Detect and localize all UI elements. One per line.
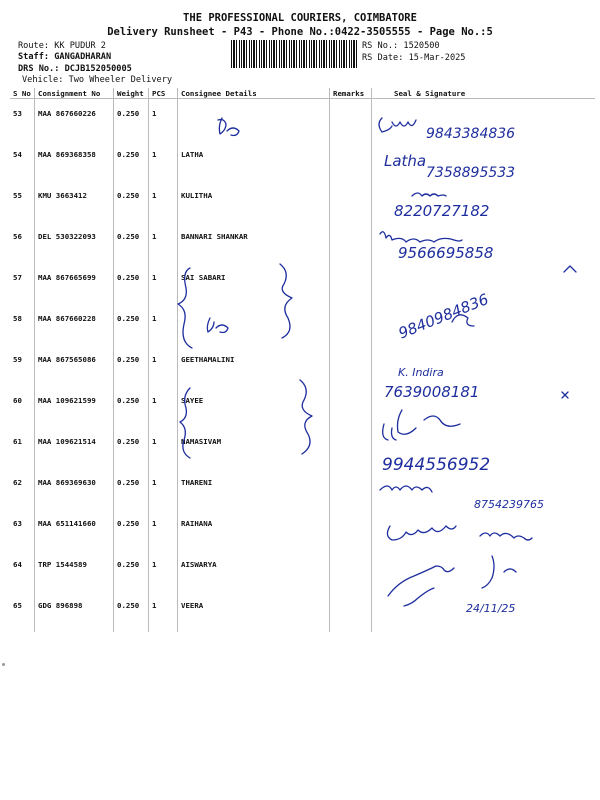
- row-consignment-no: MAA 109621514: [35, 427, 114, 468]
- row-pcs: 1: [149, 386, 178, 427]
- phone-55: 8220727182: [394, 202, 490, 220]
- table-row: [10, 468, 595, 509]
- phone-61: 9944556952: [382, 455, 491, 475]
- col-signature-header: Seal & Signature: [372, 88, 596, 99]
- row-weight: 0.250: [114, 386, 149, 427]
- row-pcs: 1: [149, 591, 178, 632]
- row-pcs: 1: [149, 509, 178, 550]
- row-remarks: [330, 181, 372, 222]
- row-consignee: NAMASIVAM: [178, 427, 330, 468]
- row-pcs: 1: [149, 468, 178, 509]
- table-row: [10, 591, 595, 632]
- table-row: [10, 263, 595, 304]
- row-sno: 55: [13, 190, 22, 200]
- row-remarks: [330, 550, 372, 591]
- row-seal-signature: [372, 509, 596, 550]
- row-seal-signature: [372, 140, 596, 181]
- row-weight: 0.250: [114, 181, 149, 222]
- name-54: Latha: [384, 152, 427, 170]
- row-consignee: VEERA: [178, 591, 330, 632]
- col-consignment-header: Consignment No: [35, 88, 114, 99]
- row-remarks: [330, 468, 372, 509]
- table-body: [10, 99, 595, 632]
- row-pcs: 1: [149, 263, 178, 304]
- row-pcs: 1: [149, 181, 178, 222]
- phone-62: 8754239765: [474, 498, 544, 511]
- row-consignee: THARENI: [178, 468, 330, 509]
- row-pcs: 1: [149, 140, 178, 181]
- row-remarks: [330, 99, 372, 140]
- row-seal-signature: [372, 345, 596, 386]
- table-row: [10, 222, 595, 263]
- route-label: Route: KK PUDUR 2: [18, 41, 106, 51]
- col-weight-header: Weight: [114, 88, 149, 99]
- row-consignment-no: MAA 867660226: [35, 99, 114, 140]
- staff-label: Staff: GANGADHARAN: [18, 52, 112, 62]
- phone-58: 9840984836: [395, 290, 492, 343]
- row-remarks: [330, 386, 372, 427]
- row-sno: 64: [13, 559, 22, 569]
- row-seal-signature: [372, 99, 596, 140]
- row-consignment-no: TRP 1544589: [35, 550, 114, 591]
- col-sno-header: S No: [10, 88, 35, 99]
- row-consignment-no: MAA 867665699: [35, 263, 114, 304]
- table-header-row: [10, 88, 595, 99]
- table-row: [10, 427, 595, 468]
- row-sno: 53: [13, 109, 22, 118]
- table-row: [10, 181, 595, 222]
- table-row: [10, 386, 595, 427]
- table-row: [10, 509, 595, 550]
- row-seal-signature: [372, 427, 596, 468]
- runsheet-subtitle: Delivery Runsheet - P43 - Phone No.:0422-3505555 - Page No.:5: [107, 26, 493, 38]
- phone-56: 9566695858: [398, 244, 494, 262]
- row-weight: 0.250: [114, 591, 149, 632]
- row-consignment-no: MAA 869369630: [35, 468, 114, 509]
- row-remarks: [330, 263, 372, 304]
- row-weight: 0.250: [114, 140, 149, 181]
- row-remarks: [330, 591, 372, 632]
- row-seal-signature: [372, 550, 596, 591]
- col-consignee-header: Consignee Details: [178, 88, 330, 99]
- row-remarks: [330, 509, 372, 550]
- row-seal-signature: [372, 222, 596, 263]
- barcode-image: [231, 40, 357, 68]
- col-remarks-header: Remarks: [330, 88, 372, 99]
- row-consignment-no: MAA 867565086: [35, 345, 114, 386]
- row-sno: 62: [13, 477, 22, 487]
- row-remarks: [330, 345, 372, 386]
- row-remarks: [330, 304, 372, 345]
- row-consignment-no: DEL 530322093: [35, 222, 114, 263]
- row-consignee: AISWARYA: [178, 550, 330, 591]
- row-consignment-no: KMU 3663412: [35, 181, 114, 222]
- row-remarks: [330, 140, 372, 181]
- row-consignment-no: MAA 869368358: [35, 140, 114, 181]
- row-weight: 0.250: [114, 550, 149, 591]
- row-seal-signature: [372, 468, 596, 509]
- col-pcs-header: PCS: [149, 88, 178, 99]
- row-consignee: KULITHA: [178, 181, 330, 222]
- barcode-top-rule: [231, 31, 357, 39]
- rs-date: RS Date: 15-Mar-2025: [362, 53, 466, 63]
- row-consignee: SAI SABARI: [178, 263, 330, 304]
- row-pcs: 1: [149, 427, 178, 468]
- table-row: [10, 345, 595, 386]
- row-weight: 0.250: [114, 99, 149, 140]
- row-consignment-no: GDG 896898: [35, 591, 114, 632]
- row-sno: 63: [13, 518, 22, 528]
- row-remarks: [330, 222, 372, 263]
- table-row: [10, 304, 595, 345]
- row-weight: 0.250: [114, 509, 149, 550]
- name-60: K. Indira: [398, 366, 444, 379]
- row-pcs: 1: [149, 304, 178, 345]
- row-sno: 61: [13, 436, 22, 446]
- row-pcs: 1: [149, 99, 178, 140]
- row-sno: 57: [13, 272, 22, 282]
- row-weight: 0.250: [114, 304, 149, 345]
- row-seal-signature: [372, 263, 596, 304]
- row-consignment-no: MAA 109621599: [35, 386, 114, 427]
- table-row: [10, 99, 595, 140]
- row-sno: 59: [13, 354, 22, 364]
- table-row: [10, 140, 595, 181]
- row-weight: 0.250: [114, 222, 149, 263]
- row-seal-signature: [372, 181, 596, 222]
- phone-60: 7639008181: [384, 383, 480, 401]
- drs-number: DRS No.: DCJB152050005: [18, 64, 132, 74]
- date-65: 24/11/25: [466, 602, 516, 615]
- row-sno: 54: [13, 149, 22, 159]
- company-title: THE PROFESSIONAL COURIERS, COIMBATORE: [183, 12, 417, 24]
- row-consignee: RAIHANA: [178, 509, 330, 550]
- phone-54: 7358895533: [426, 165, 516, 181]
- row-weight: 0.250: [114, 427, 149, 468]
- phone-53: 9843384836: [426, 126, 516, 142]
- runsheet-table: [10, 88, 595, 632]
- row-pcs: 1: [149, 345, 178, 386]
- row-seal-signature: [372, 304, 596, 345]
- row-seal-signature: [372, 591, 596, 632]
- row-sno: 56: [13, 231, 22, 241]
- row-consignee: SAYEE: [178, 386, 330, 427]
- row-pcs: 1: [149, 550, 178, 591]
- rs-number: RS No.: 1520500: [362, 41, 440, 51]
- row-consignment-no: MAA 651141660: [35, 509, 114, 550]
- margin-dot: [2, 663, 5, 666]
- row-pcs: 1: [149, 222, 178, 263]
- row-consignee: GEETHAMALINI: [178, 345, 330, 386]
- row-weight: 0.250: [114, 468, 149, 509]
- row-seal-signature: [372, 386, 596, 427]
- row-consignee: BANNARI SHANKAR: [178, 222, 330, 263]
- table-row: [10, 550, 595, 591]
- row-weight: 0.250: [114, 263, 149, 304]
- row-weight: 0.250: [114, 345, 149, 386]
- row-sno: 60: [13, 395, 22, 405]
- row-consignee: [178, 304, 330, 345]
- row-remarks: [330, 427, 372, 468]
- row-consignee: [178, 99, 330, 140]
- row-consignee: LATHA: [178, 140, 330, 181]
- row-consignment-no: MAA 867660228: [35, 304, 114, 345]
- row-sno: 58: [13, 313, 22, 323]
- vehicle-label: Vehicle: Two Wheeler Delivery: [22, 75, 173, 85]
- row-sno: 65: [13, 600, 22, 610]
